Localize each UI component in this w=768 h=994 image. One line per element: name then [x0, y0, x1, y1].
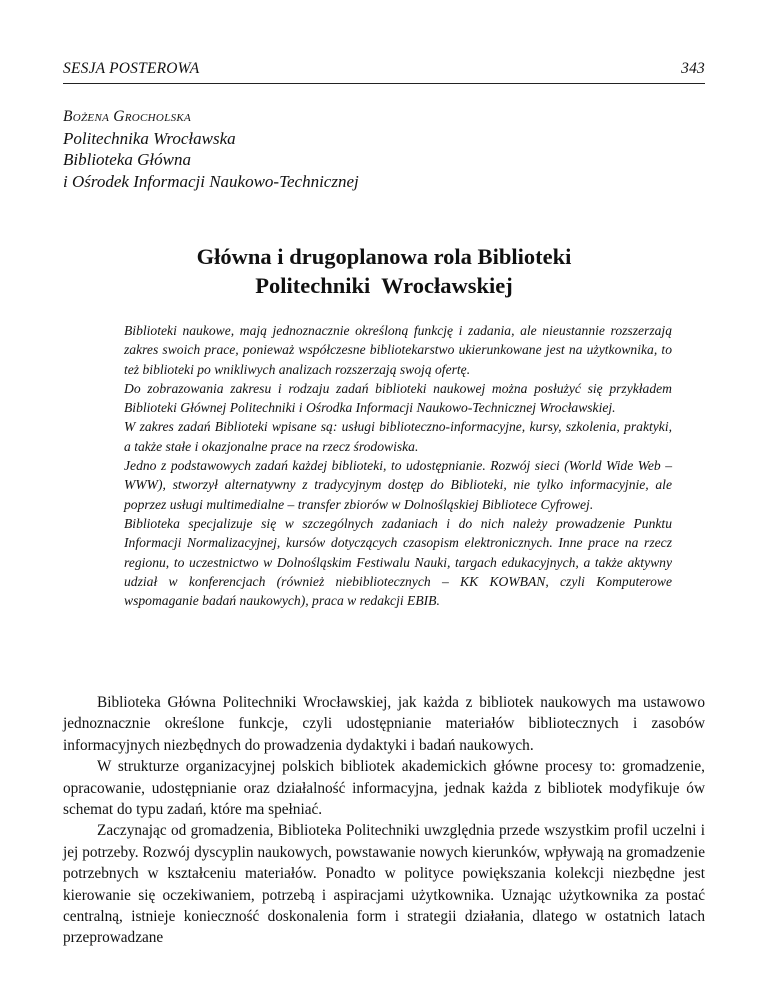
affiliation-center: i Ośrodek Informacji Naukowo-Technicznej — [63, 171, 359, 191]
abstract-paragraph: W zakres zadań Biblioteki wpisane są: usługi biblioteczno-informacyjne, kursy, szkolenia, praktyki, a także stałe i okazjonalne prace na rzecz środowiska. — [124, 419, 672, 454]
article-title — [63, 242, 705, 300]
section-title: SESJA POSTEROWA — [63, 60, 200, 77]
affiliation-library: Biblioteka Główna — [63, 150, 191, 169]
title-line-1: Główna i drugoplanowa rola Biblioteki — [196, 244, 572, 269]
running-head — [63, 60, 705, 78]
abstract-paragraph: Jedno z podstawowych zadań każdej biblioteki, to udostępnianie. Rozwój sieci (World Wide Web – WWW), stworzył alternatywny z tradycyjnym dostęp do Biblioteki, nie tylko informacyjnie, ale poprzez usługi multimedialne – transfer zbiorów w Dolnośląskiej Bibliotece Cyfrowej. — [124, 458, 672, 512]
body-text — [63, 692, 705, 949]
abstract-paragraph: Do zobrazowania zakresu i rodzaju zadań biblioteki naukowej można posłużyć się przykładem Biblioteki Głównej Politechniki i Ośrodka Informacji Naukowo-Technicznej Wrocławskiej. — [124, 380, 672, 416]
body-paragraph: Zaczynając od gromadzenia, Biblioteka Politechniki uwzględnia przede wszystkim profil uczelni i jej potrzeby. Rozwój dyscyplin naukowych, powstawanie nowych kierunków, wpływają na gromadzenie potrzebnych w kształceniu materiałów. Ponadto w polityce powiększania kolekcji niezbędne jest kierowanie się oczekiwaniem, potrzebą i aspiracjami użytkownika. Uznając użytkownika za postać centralną, istnieje konieczność doskonalenia form i strategii działania, dlatego w ostatnich latach przeprowadzane — [63, 822, 705, 947]
body-paragraph: Biblioteka Główna Politechniki Wrocławskiej, jak każda z bibliotek naukowych ma ustawowo jednoznacznie określone funkcje, czyli udostępnianie materiałów bibliotecznych i zasobów informacyjnych niezbędnych do prowadzenia dydaktyki i badań naukowych. — [63, 694, 705, 754]
author-name: Bożena Grocholska — [63, 108, 192, 125]
header-rule — [63, 83, 705, 84]
affiliation-university: Politechnika Wrocławska — [63, 128, 236, 148]
title-line-2: Politechniki Wrocławskiej — [255, 273, 513, 298]
abstract-paragraph: Biblioteki naukowe, mają jednoznacznie określoną funkcję i zadania, ale nieustannie rozszerzają zakres swoich prace, ponieważ współczesne bibliotekarstwo ukierunkowane jest na użytkownika, to też biblioteki po wnikliwych analizach rozszerzają swoją ofertę. — [124, 323, 672, 377]
abstract — [124, 321, 672, 610]
author-block — [63, 106, 583, 192]
abstract-paragraph: Biblioteka specjalizuje się w szczególnych zadaniach i do nich należy prowadzenie Punktu Informacji Normalizacyjnej, kursów dotyczących czasopism elektronicznych. Inne prace na rzecz regionu, to uczestnictwo w Dolnośląskim Festiwalu Nauki, targach edukacyjnych, a także aktywny udział w konferencjach (również niebibliotecznych – KK KOWBAN, czyli Komputerowe wspomaganie badań naukowych), praca w redakcji EBIB. — [124, 515, 672, 609]
body-paragraph: W strukturze organizacyjnej polskich bibliotek akademickich główne procesy to: gromadzenie, opracowanie, udostępnianie oraz działalność informacyjna, jednak każda z bibliotek modyfikuje ów schemat do typu zadań, które ma spełniać. — [63, 758, 705, 819]
page-number: 343 — [681, 60, 705, 77]
